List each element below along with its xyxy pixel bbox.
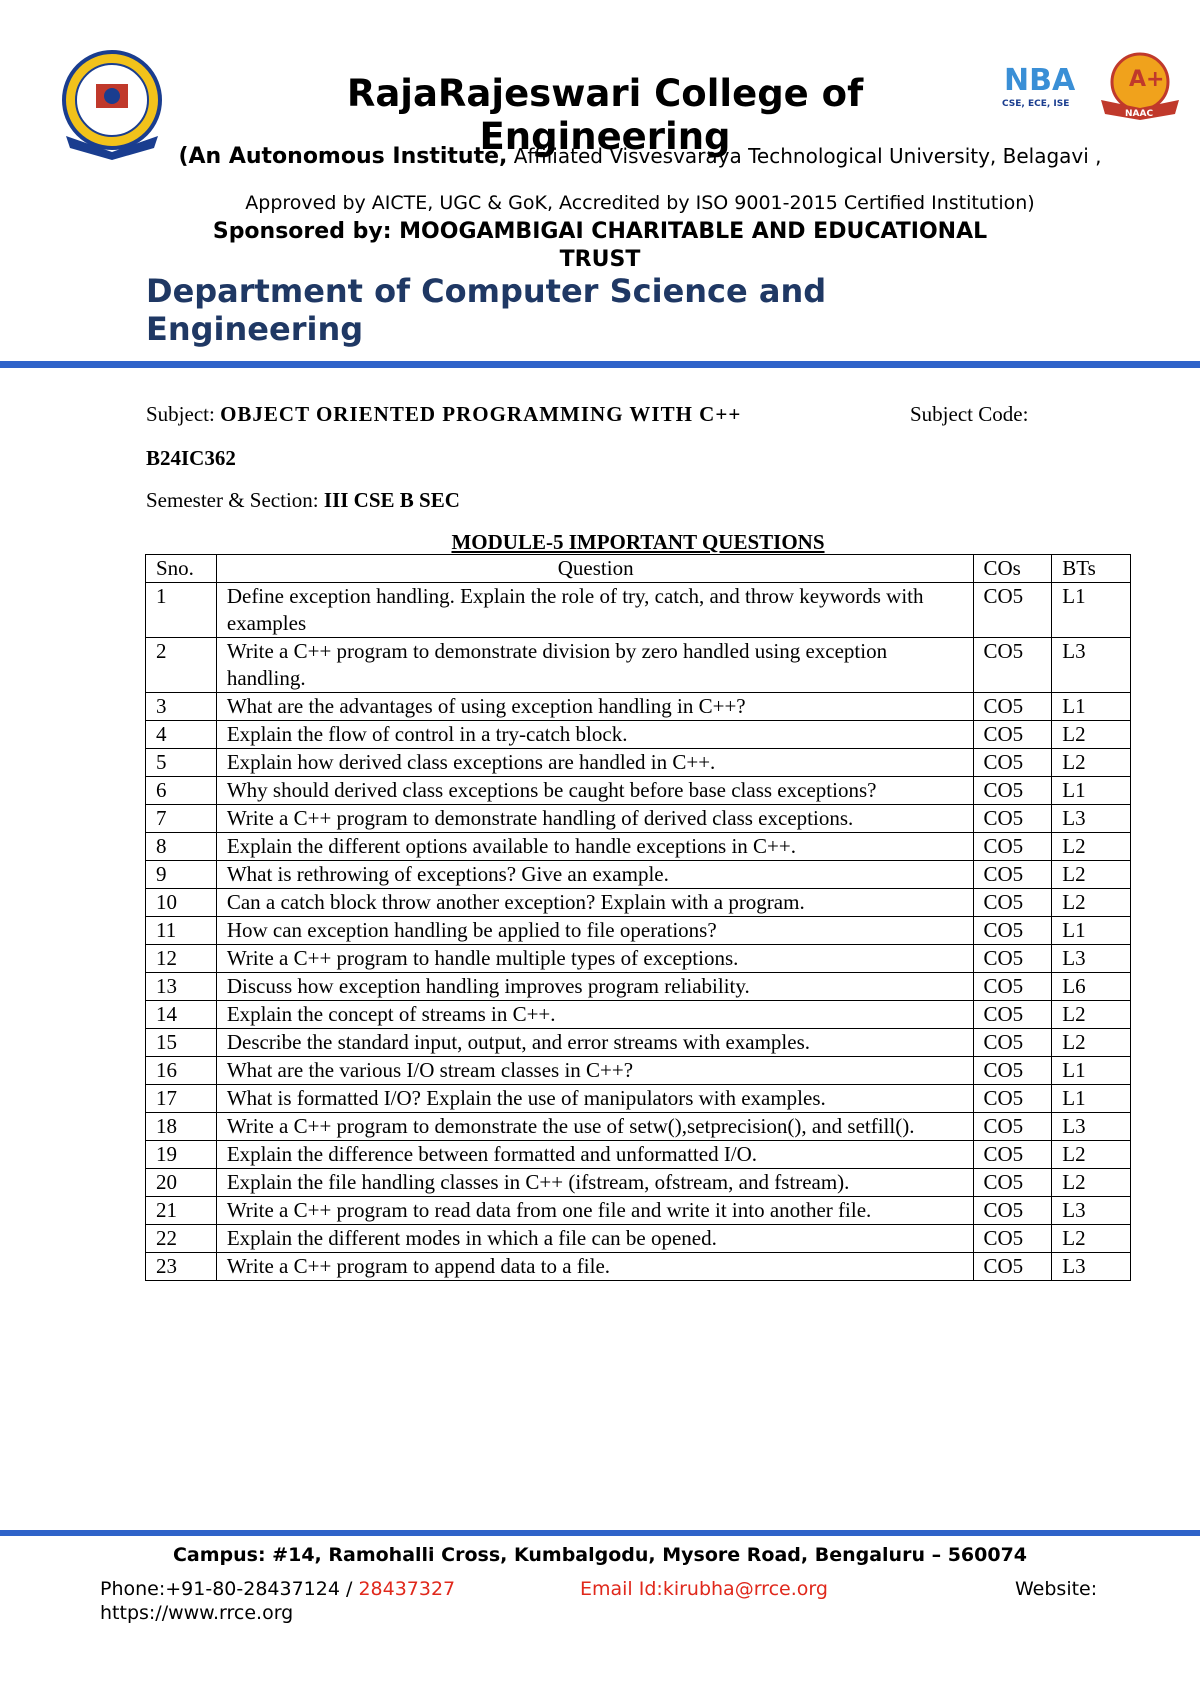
svg-text:NAAC: NAAC <box>1125 109 1154 119</box>
cell-bt: L2 <box>1052 1169 1131 1197</box>
module-title: MODULE-5 IMPORTANT QUESTIONS <box>451 530 825 554</box>
cell-sno: 4 <box>146 721 217 749</box>
cell-co: CO5 <box>973 805 1052 833</box>
department-title <box>146 272 866 348</box>
cell-sno: 11 <box>146 917 217 945</box>
naac-logo <box>1095 48 1185 122</box>
cell-sno: 15 <box>146 1029 217 1057</box>
cell-bt: L2 <box>1052 861 1131 889</box>
phone-line <box>100 1578 455 1600</box>
header-sno: Sno. <box>146 555 217 583</box>
cell-co: CO5 <box>973 1085 1052 1113</box>
cell-question: Write a C++ program to handle multiple types of exceptions. <box>216 945 973 973</box>
table-row <box>146 889 1131 917</box>
cell-bt: L1 <box>1052 917 1131 945</box>
cell-question: Explain the flow of control in a try-catch block. <box>216 721 973 749</box>
table-row <box>146 1001 1131 1029</box>
cell-sno: 20 <box>146 1169 217 1197</box>
cell-bt: L2 <box>1052 1001 1131 1029</box>
cell-question: Explain the different options available to handle exceptions in C++. <box>216 833 973 861</box>
cell-sno: 19 <box>146 1141 217 1169</box>
svg-text:CSE, ECE, ISE: CSE, ECE, ISE <box>1002 99 1070 109</box>
cell-bt: L2 <box>1052 833 1131 861</box>
college-name: RajaRajeswari College of Engineering <box>346 72 864 158</box>
table-row <box>146 1113 1131 1141</box>
cell-bt: L1 <box>1052 1085 1131 1113</box>
cell-question: What are the advantages of using exception handling in C++? <box>216 693 973 721</box>
cell-question: Discuss how exception handling improves program reliability. <box>216 973 973 1001</box>
cell-bt: L2 <box>1052 1141 1131 1169</box>
cell-question: What is rethrowing of exceptions? Give an example. <box>216 861 973 889</box>
svg-text:A+: A+ <box>1129 67 1165 92</box>
cell-co: CO5 <box>973 833 1052 861</box>
autonomous-label: (An Autonomous Institute, <box>178 144 508 169</box>
table-row <box>146 777 1131 805</box>
cell-question: What is formatted I/O? Explain the use of manipulators with examples. <box>216 1085 973 1113</box>
cell-sno: 12 <box>146 945 217 973</box>
cell-bt: L1 <box>1052 777 1131 805</box>
subject-label: Subject: <box>146 402 221 426</box>
cell-co: CO5 <box>973 1169 1052 1197</box>
cell-question: Write a C++ program to demonstrate handling of derived class exceptions. <box>216 805 973 833</box>
cell-sno: 21 <box>146 1197 217 1225</box>
cell-question: Why should derived class exceptions be caught before base class exceptions? <box>216 777 973 805</box>
sponsor-line-1: Sponsored by: MOOGAMBIGAI CHARITABLE AND EDUCATIONAL <box>212 219 988 244</box>
cell-sno: 2 <box>146 638 217 693</box>
cell-question: Define exception handling. Explain the role of try, catch, and throw keywords with examples <box>216 583 973 638</box>
table-row <box>146 861 1131 889</box>
table-row <box>146 833 1131 861</box>
cell-sno: 1 <box>146 583 217 638</box>
cell-sno: 3 <box>146 693 217 721</box>
cell-co: CO5 <box>973 583 1052 638</box>
table-row <box>146 1253 1131 1281</box>
table-header-row <box>146 555 1131 583</box>
cell-sno: 8 <box>146 833 217 861</box>
nba-logo <box>1000 60 1078 110</box>
subject-name: OBJECT ORIENTED PROGRAMMING WITH C++ <box>220 402 742 426</box>
subject-code: B24IC362 <box>146 446 236 470</box>
table-row <box>146 693 1131 721</box>
cell-sno: 17 <box>146 1085 217 1113</box>
cell-bt: L2 <box>1052 749 1131 777</box>
cell-bt: L1 <box>1052 583 1131 638</box>
cell-co: CO5 <box>973 945 1052 973</box>
questions-table <box>145 554 1131 1281</box>
cell-sno: 5 <box>146 749 217 777</box>
website-url: https://www.rrce.org <box>100 1602 294 1624</box>
cell-co: CO5 <box>973 777 1052 805</box>
cell-sno: 22 <box>146 1225 217 1253</box>
cell-co: CO5 <box>973 638 1052 693</box>
phone-number: Phone:+91-80-28437124 / <box>100 1578 359 1600</box>
cell-question: Explain the concept of streams in C++. <box>216 1001 973 1029</box>
cell-co: CO5 <box>973 861 1052 889</box>
cell-bt: L1 <box>1052 1057 1131 1085</box>
sponsor-line-2: TRUST <box>559 247 641 272</box>
cell-co: CO5 <box>973 721 1052 749</box>
table-body <box>146 583 1131 1281</box>
table-row <box>146 1029 1131 1057</box>
cell-co: CO5 <box>973 917 1052 945</box>
header-divider <box>0 361 1200 368</box>
cell-question: Describe the standard input, output, and error streams with examples. <box>216 1029 973 1057</box>
table-row <box>146 1085 1131 1113</box>
cell-sno: 7 <box>146 805 217 833</box>
cell-co: CO5 <box>973 1001 1052 1029</box>
website-label: Website: <box>1015 1578 1098 1600</box>
cell-bt: L2 <box>1052 1029 1131 1057</box>
cell-sno: 6 <box>146 777 217 805</box>
cell-co: CO5 <box>973 1197 1052 1225</box>
cell-bt: L1 <box>1052 693 1131 721</box>
cell-sno: 16 <box>146 1057 217 1085</box>
semester-value: III CSE B SEC <box>323 488 460 512</box>
cell-sno: 13 <box>146 973 217 1001</box>
subject-code-label: Subject Code: <box>910 402 1029 426</box>
cell-bt: L3 <box>1052 945 1131 973</box>
cell-bt: L2 <box>1052 889 1131 917</box>
affiliation-text: Affiliated Visvesvaraya Technological University, Belagavi , <box>507 144 1102 168</box>
svg-text:NBA: NBA <box>1004 63 1076 98</box>
table-row <box>146 1225 1131 1253</box>
table-row <box>146 973 1131 1001</box>
cell-bt: L2 <box>1052 721 1131 749</box>
table-row <box>146 945 1131 973</box>
cell-question: Write a C++ program to demonstrate the use of setw(),setprecision(), and setfill(). <box>216 1113 973 1141</box>
cell-sno: 9 <box>146 861 217 889</box>
cell-bt: L3 <box>1052 1253 1131 1281</box>
table-row <box>146 917 1131 945</box>
semester-line <box>146 488 460 513</box>
cell-question: Write a C++ program to append data to a file. <box>216 1253 973 1281</box>
phone-alt: 28437327 <box>358 1578 456 1600</box>
cell-co: CO5 <box>973 1141 1052 1169</box>
table-row <box>146 1057 1131 1085</box>
department-line-2: Engineering <box>146 310 364 348</box>
table-row <box>146 749 1131 777</box>
table-row <box>146 583 1131 638</box>
semester-label: Semester & Section: <box>146 488 324 512</box>
table-row <box>146 638 1131 693</box>
cell-co: CO5 <box>973 1113 1052 1141</box>
affiliation-line <box>140 144 1140 169</box>
table-row <box>146 1169 1131 1197</box>
cell-co: CO5 <box>973 1029 1052 1057</box>
email-address: Email Id:kirubha@rrce.org <box>580 1578 828 1600</box>
table-row <box>146 721 1131 749</box>
header-question: Question <box>216 555 973 583</box>
cell-question: How can exception handling be applied to file operations? <box>216 917 973 945</box>
cell-bt: L2 <box>1052 1225 1131 1253</box>
cell-bt: L3 <box>1052 1197 1131 1225</box>
campus-address: Campus: #14, Ramohalli Cross, Kumbalgodu, Mysore Road, Bengaluru – 560074 <box>172 1544 1028 1566</box>
cell-sno: 18 <box>146 1113 217 1141</box>
table-row <box>146 1197 1131 1225</box>
cell-co: CO5 <box>973 749 1052 777</box>
table-row <box>146 805 1131 833</box>
cell-co: CO5 <box>973 1057 1052 1085</box>
department-line-1: Department of Computer Science and <box>146 272 827 310</box>
subject-line <box>146 402 741 427</box>
cell-question: Write a C++ program to read data from one file and write it into another file. <box>216 1197 973 1225</box>
cell-bt: L3 <box>1052 805 1131 833</box>
cell-co: CO5 <box>973 973 1052 1001</box>
cell-co: CO5 <box>973 889 1052 917</box>
cell-co: CO5 <box>973 1253 1052 1281</box>
cell-question: Write a C++ program to demonstrate division by zero handled using exception handling. <box>216 638 973 693</box>
cell-question: Explain the file handling classes in C++ (ifstream, ofstream, and fstream). <box>216 1169 973 1197</box>
cell-co: CO5 <box>973 1225 1052 1253</box>
sponsor-line <box>170 218 1030 274</box>
cell-bt: L3 <box>1052 638 1131 693</box>
cell-question: Explain how derived class exceptions are handled in C++. <box>216 749 973 777</box>
cell-bt: L6 <box>1052 973 1131 1001</box>
approval-line: Approved by AICTE, UGC & GoK, Accredited by ISO 9001-2015 Certified Institution) <box>245 192 1035 214</box>
cell-question: Explain the different modes in which a file can be opened. <box>216 1225 973 1253</box>
cell-sno: 23 <box>146 1253 217 1281</box>
header-cos: COs <box>973 555 1052 583</box>
cell-question: Explain the difference between formatted and unformatted I/O. <box>216 1141 973 1169</box>
footer-divider <box>0 1530 1200 1536</box>
cell-co: CO5 <box>973 693 1052 721</box>
table-row <box>146 1141 1131 1169</box>
cell-sno: 14 <box>146 1001 217 1029</box>
cell-bt: L3 <box>1052 1113 1131 1141</box>
header-bts: BTs <box>1052 555 1131 583</box>
cell-sno: 10 <box>146 889 217 917</box>
cell-question: What are the various I/O stream classes in C++? <box>216 1057 973 1085</box>
cell-question: Can a catch block throw another exception? Explain with a program. <box>216 889 973 917</box>
